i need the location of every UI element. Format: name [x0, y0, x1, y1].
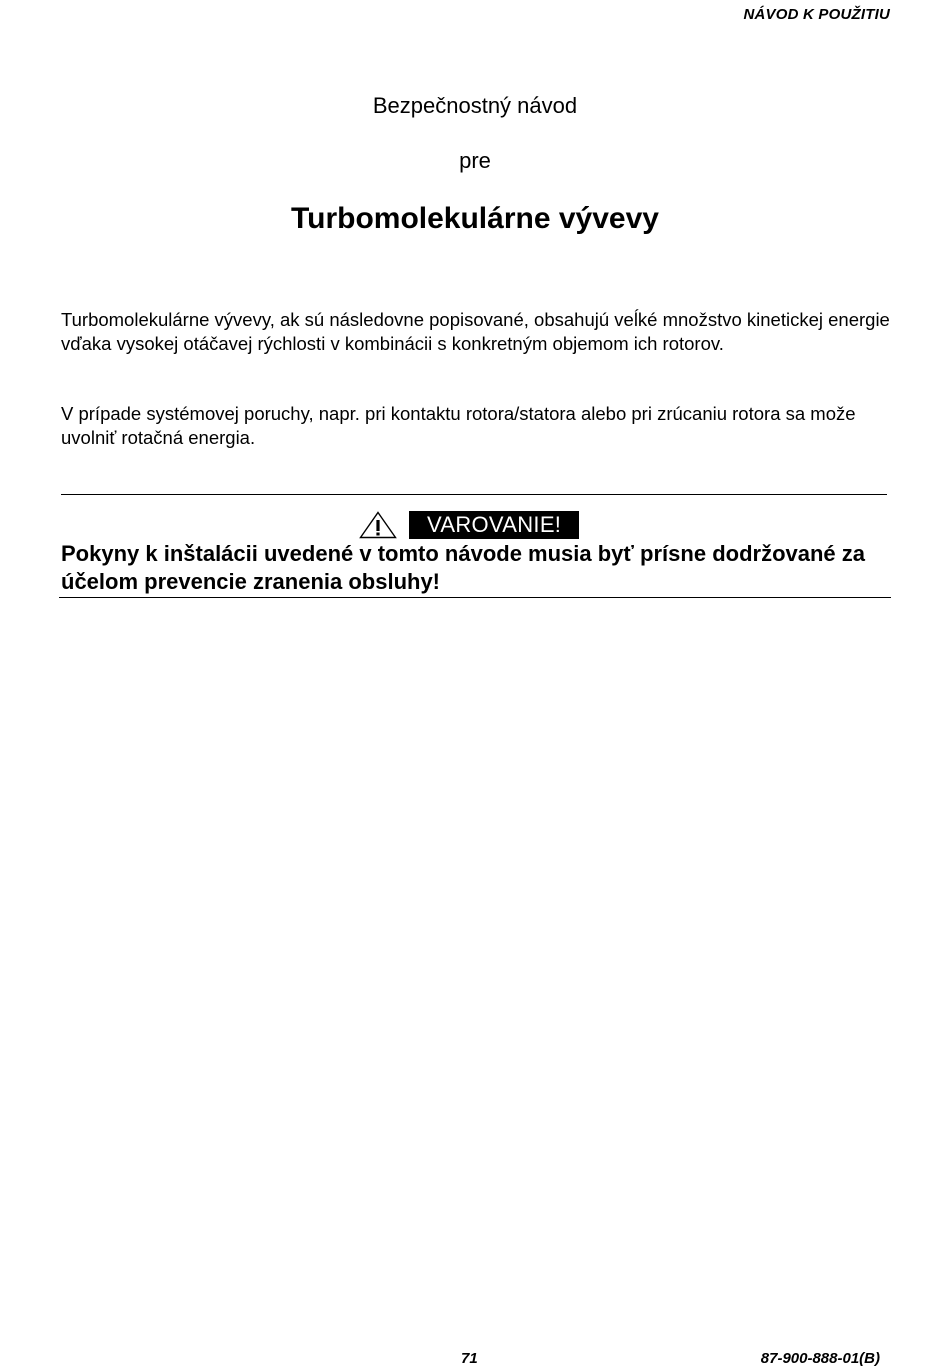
warning-text: Pokyny k inštalácii uvedené v tomto návode musia byť prísne dodržované za účelom prevencie zranenia obsluhy!: [61, 541, 865, 594]
header-label: NÁVOD K POUŽITIU: [743, 6, 890, 23]
section-divider: [59, 597, 891, 598]
warning-header: [359, 510, 579, 540]
section-divider: [61, 494, 887, 495]
document-title: Turbomolekulárne vývevy: [291, 202, 659, 235]
warning-badge: VAROVANIE!: [409, 511, 579, 539]
body-paragraph: Turbomolekulárne vývevy, ak sú následovne popisované, obsahujú veĺké množstvo kinetickej energie vďaka vysokej otáčavej rýchlosti v kombinácii s konkretným objemom ich rotorov.: [61, 309, 890, 354]
warning-triangle-icon: [359, 511, 397, 539]
body-paragraph: V prípade systémovej poruchy, napr. pri kontaktu rotora/statora alebo pri zrúcaniu rotora sa može uvolniť rotačná energia.: [61, 403, 856, 448]
page-number: 71: [461, 1350, 478, 1367]
document-subtitle-connector: pre: [459, 148, 491, 173]
document-subtitle: Bezpečnostný návod: [372, 93, 578, 118]
document-number: 87-900-888-01(B): [760, 1350, 880, 1367]
